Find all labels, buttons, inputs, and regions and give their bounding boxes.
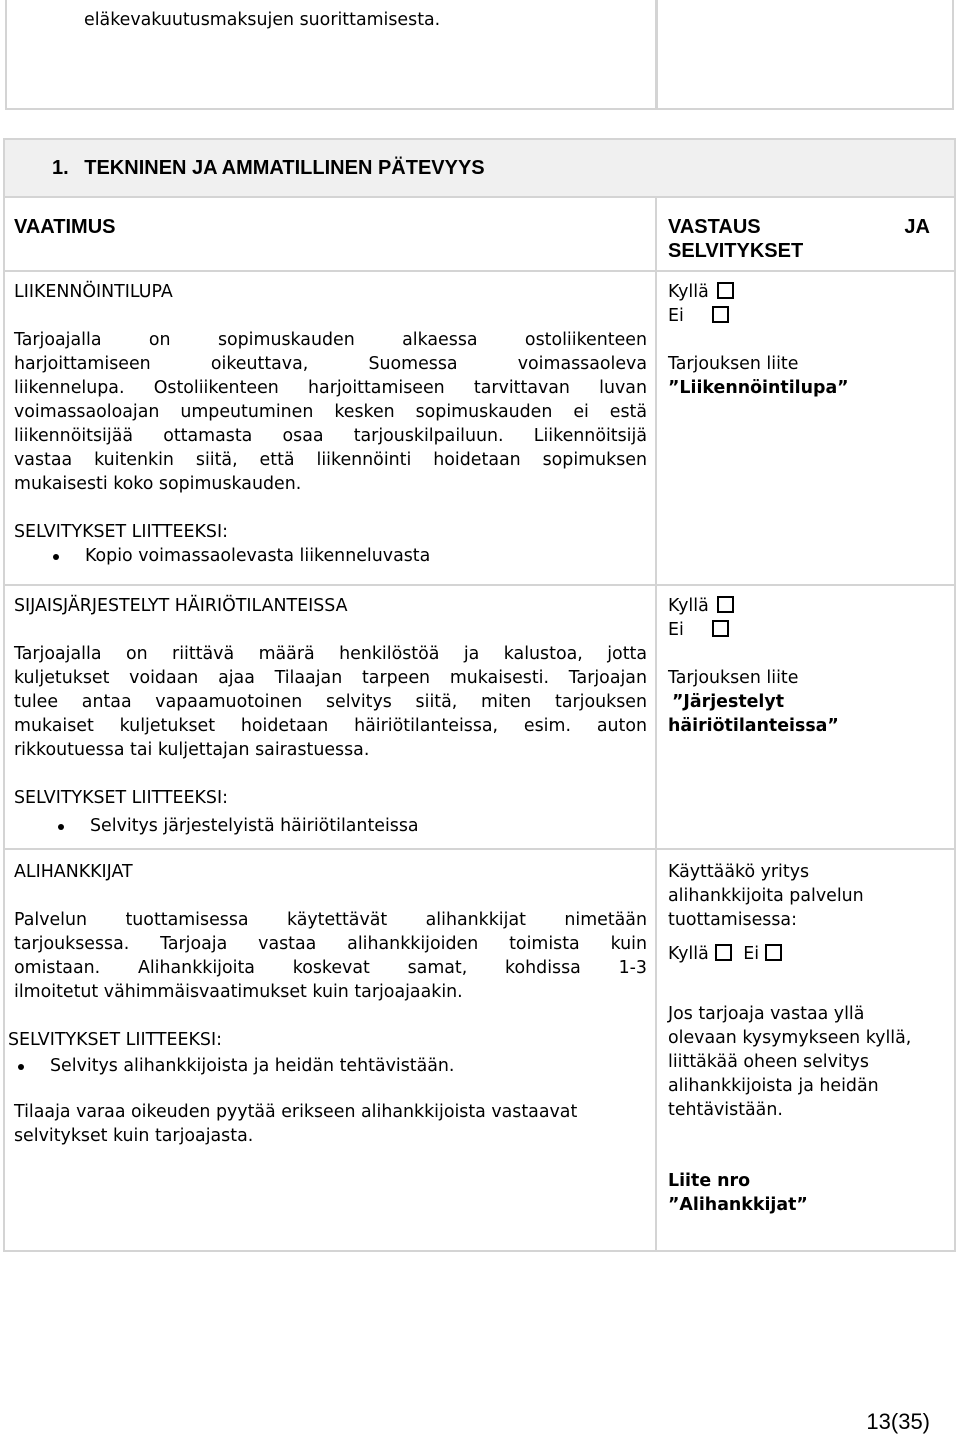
requirement-header: VAATIMUS bbox=[14, 216, 116, 238]
attachments-label: SELVITYKSET LIITTEEKSI: bbox=[8, 1030, 222, 1050]
yes-option bbox=[668, 280, 948, 304]
response-header bbox=[668, 215, 930, 263]
body-line: Tarjoajalla on sopimuskauden alkaessa ostoliikenteen bbox=[14, 330, 647, 350]
response-header-word-2: JA bbox=[904, 216, 930, 238]
no-checkbox[interactable] bbox=[765, 944, 782, 961]
row-divider-3 bbox=[3, 848, 956, 850]
instruction bbox=[668, 1002, 952, 1122]
attachment-text: Selvitys alihankkijoista ja heidän tehtävistään. bbox=[50, 1056, 455, 1076]
row-title: LIIKENNÖINTILUPA bbox=[14, 282, 173, 302]
body-line: Palvelun tuottamisessa käytettävät alihankkijat nimetään bbox=[14, 910, 647, 930]
page-number: 13(35) bbox=[866, 1409, 930, 1434]
body-line: rikkoutuessa tai kuljettajan sairastuessa. bbox=[14, 740, 370, 760]
yes-checkbox[interactable] bbox=[715, 944, 732, 961]
yes-checkbox[interactable] bbox=[717, 282, 734, 299]
column-divider bbox=[655, 198, 657, 1252]
row-body bbox=[14, 328, 647, 496]
body-line: mukaisesti koko sopimuskauden. bbox=[14, 474, 302, 494]
attachments-list bbox=[14, 814, 647, 838]
note-line: Tilaaja varaa oikeuden pyytää erikseen alihankkijoista vastaavat bbox=[14, 1102, 578, 1122]
row-body bbox=[14, 642, 647, 762]
attachments-label: SELVITYKSET LIITTEEKSI: bbox=[14, 522, 228, 542]
row-subcontractors-response bbox=[668, 860, 952, 1217]
row-backup-response bbox=[668, 594, 948, 738]
appendix-label: Tarjouksen liite bbox=[668, 354, 799, 374]
no-checkbox[interactable] bbox=[712, 620, 729, 637]
section-title: TEKNINEN JA AMMATILLINEN PÄTEVYYS bbox=[84, 157, 485, 179]
yes-checkbox[interactable] bbox=[717, 596, 734, 613]
row-title: ALIHANKKIJAT bbox=[14, 862, 133, 882]
row-divider-2 bbox=[3, 584, 956, 586]
body-line: voimassaoloajan umpeutuminen kesken sopimuskauden ei estä bbox=[14, 402, 647, 422]
yes-no-options bbox=[668, 942, 952, 966]
body-line: omistaan. Alihankkijoita koskevat samat, kohdissa 1-3 bbox=[14, 958, 647, 978]
bullet-icon bbox=[53, 554, 59, 560]
list-item bbox=[14, 544, 647, 568]
instruction-line: Jos tarjoaja vastaa yllä bbox=[668, 1004, 865, 1024]
instruction-line: tehtävistään. bbox=[668, 1100, 783, 1120]
list-item bbox=[14, 814, 647, 838]
body-line: mukaiset kuljetukset hoidetaan häiriötilanteissa, esim. auton bbox=[14, 716, 647, 736]
appendix-name-line-1: ”Järjestelyt bbox=[672, 692, 785, 712]
appendix-name-line-2: häiriötilanteissa” bbox=[668, 716, 839, 736]
response-header-word-1: VASTAUS bbox=[668, 216, 761, 238]
bullet-icon bbox=[18, 1064, 24, 1070]
bullet-icon bbox=[58, 824, 64, 830]
no-label: Ei bbox=[743, 944, 760, 964]
attachment-text: Selvitys järjestelyistä häiriötilanteissa bbox=[90, 816, 419, 836]
no-option bbox=[668, 304, 948, 328]
row-title: SIJAISJÄRJESTELYT HÄIRIÖTILANTEISSA bbox=[14, 596, 348, 616]
response-header-word-3: SELVITYKSET bbox=[668, 240, 804, 262]
row-license-requirement bbox=[14, 280, 647, 568]
top-text: eläkevakuutusmaksujen suorittamisesta. bbox=[84, 10, 441, 30]
yes-label: Kyllä bbox=[668, 282, 709, 302]
row-subcontractors-requirement bbox=[8, 860, 647, 1148]
body-line: tarjouksessa. Tarjoaja vastaa alihankkijoiden toimista kuin bbox=[14, 934, 647, 954]
note-line: selvitykset kuin tarjoajasta. bbox=[14, 1126, 254, 1146]
question-line: Käyttääkö yritys bbox=[668, 862, 810, 882]
yes-label: Kyllä bbox=[668, 944, 709, 964]
question-line: tuottamisessa: bbox=[668, 910, 797, 930]
body-line: harjoittamiseen oikeuttava, Suomessa voimassaoleva bbox=[14, 354, 647, 374]
body-line: tulee antaa vapaamuotoinen selvitys siitä, miten tarjouksen bbox=[14, 692, 647, 712]
row-divider-1 bbox=[3, 270, 956, 272]
yes-label: Kyllä bbox=[668, 596, 709, 616]
body-line: Tarjoajalla on riittävä määrä henkilöstöä ja kalustoa, jotta bbox=[14, 644, 647, 664]
body-line: vastaa kuitenkin siitä, että liikennöinti hoidetaan sopimuksen bbox=[14, 450, 647, 470]
instruction-line: alihankkijoista ja heidän bbox=[668, 1076, 879, 1096]
body-line: liikennöitsijää ottamasta osaa tarjouskilpailuun. Liikennöitsijä bbox=[14, 426, 647, 446]
row-backup-requirement bbox=[14, 594, 647, 838]
body-line: liikennelupa. Ostoliikenteen harjoittamiseen tarvittavan luvan bbox=[14, 378, 647, 398]
body-line: ilmoitetut vähimmäisvaatimukset kuin tarjoajaakin. bbox=[14, 982, 463, 1002]
instruction-line: liittäkää oheen selvitys bbox=[668, 1052, 869, 1072]
appendix-name: ”Alihankkijat” bbox=[668, 1195, 808, 1215]
question-line: alihankkijoita palvelun bbox=[668, 886, 864, 906]
section-number: 1. bbox=[52, 157, 69, 179]
attachments-list bbox=[14, 1054, 647, 1078]
attachments-list bbox=[14, 544, 647, 568]
section-heading bbox=[52, 156, 485, 180]
top-right-cell bbox=[656, 0, 954, 110]
no-checkbox[interactable] bbox=[712, 306, 729, 323]
row-license-response bbox=[668, 280, 948, 400]
appendix-label: Tarjouksen liite bbox=[668, 668, 799, 688]
no-label: Ei bbox=[668, 620, 684, 640]
body-line: kuljetukset voidaan ajaa Tilaajan tarpeen mukaisesti. Tarjoajan bbox=[14, 668, 647, 688]
attachments-label: SELVITYKSET LIITTEEKSI: bbox=[14, 788, 228, 808]
no-option bbox=[668, 618, 948, 642]
appendix-name: ”Liikennöintilupa” bbox=[668, 378, 849, 398]
no-label: Ei bbox=[668, 306, 684, 326]
attachment-text: Kopio voimassaolevasta liikenneluvasta bbox=[85, 546, 431, 566]
row-body bbox=[14, 908, 647, 1004]
yes-option bbox=[668, 594, 948, 618]
list-item bbox=[14, 1054, 647, 1078]
instruction-line: olevaan kysymykseen kyllä, bbox=[668, 1028, 912, 1048]
note bbox=[14, 1100, 647, 1148]
appendix-label: Liite nro bbox=[668, 1171, 751, 1191]
